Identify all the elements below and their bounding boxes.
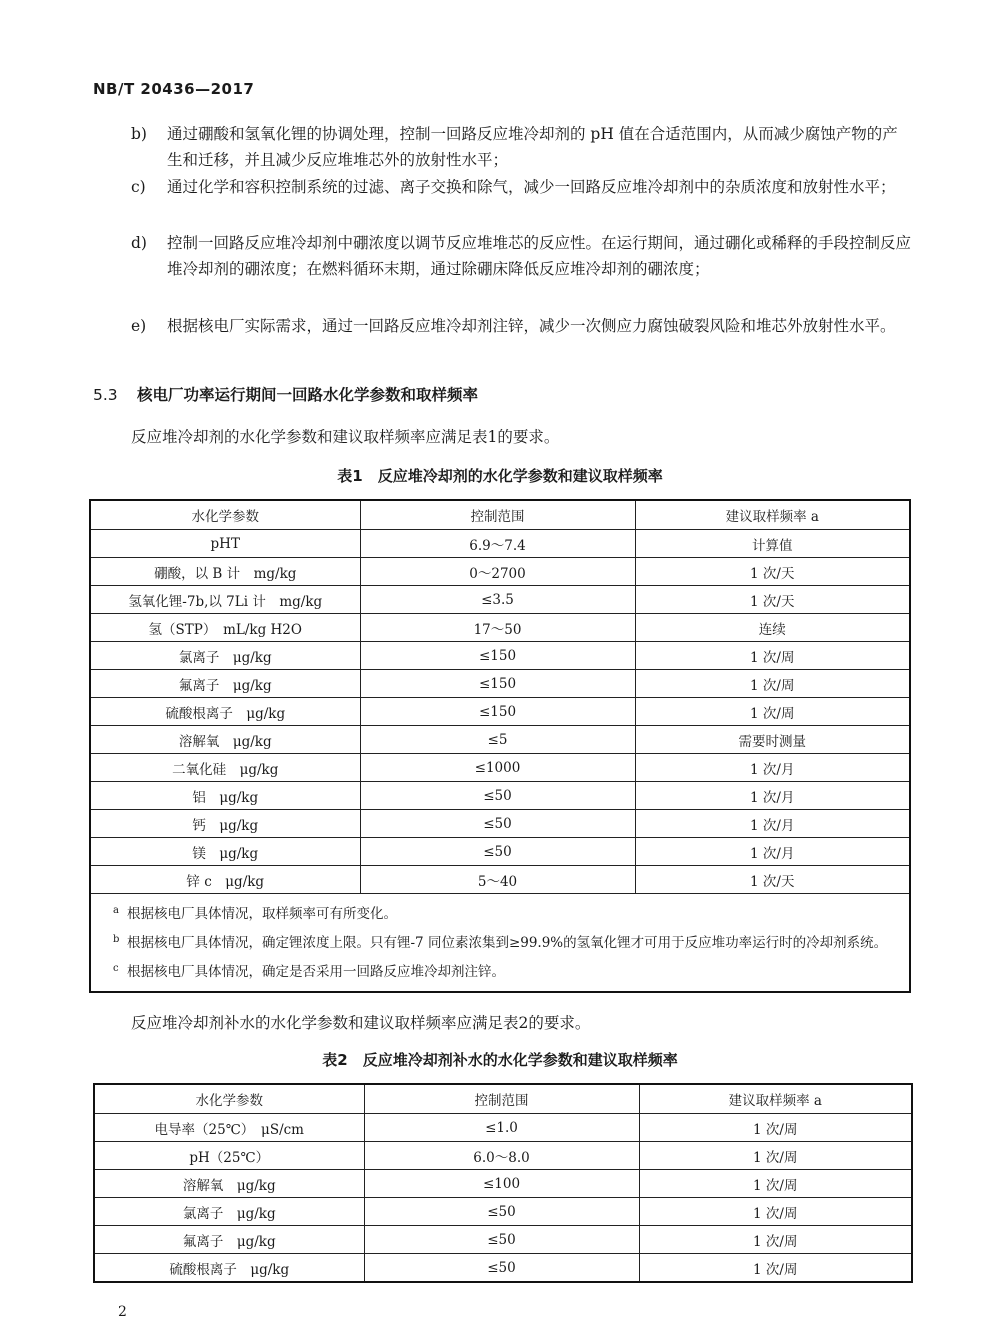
table-cell: 6.0～8.0 [364,1142,639,1170]
table-cell: 1 次/周 [639,1198,912,1226]
column-header: 水化学参数 [90,500,360,530]
page-number: 2 [118,1304,127,1320]
table-row [94,1142,912,1170]
table-cell: 硼酸，以 B 计 mg/kg [90,558,360,586]
table-notes-row [90,894,910,993]
footnote-b [113,929,909,958]
table-row [94,1254,912,1283]
table-cell: 硫酸根离子 μg/kg [90,698,360,726]
table-row [94,1114,912,1142]
footnote-text: 根据核电厂具体情况，取样频率可有所变化。 [127,906,397,922]
table-cell: 镁 μg/kg [90,838,360,866]
table-cell: 1 次/周 [635,698,910,726]
table-header-row [90,500,910,530]
table-cell: 计算值 [635,530,910,558]
table-cell: ≤50 [364,1226,639,1254]
table-cell: ≤1.0 [364,1114,639,1142]
column-header: 建议取样频率 a [639,1084,912,1114]
column-header: 控制范围 [360,500,635,530]
section-title: 核电厂功率运行期间一回路水化学参数和取样频率 [137,386,479,404]
list-item-text: 控制一回路反应堆冷却剂中硼浓度以调节反应堆堆芯的反应性。在运行期间，通过硼化或稀释的手段控制反应堆冷却剂的硼浓度；在燃料循环末期，通过除硼床降低反应堆冷却剂的硼浓度； [167,234,912,278]
table-cell: 5～40 [360,866,635,894]
table-cell: ≤5 [360,726,635,754]
table-header-row [94,1084,912,1114]
table-row [90,810,910,838]
table1 [89,499,911,993]
table-cell: 钙 μg/kg [90,810,360,838]
table-row [94,1170,912,1198]
table-cell: 1 次/周 [639,1142,912,1170]
list-item-text: 通过化学和容积控制系统的过滤、离子交换和除气，减少一回路反应堆冷却剂中的杂质浓度和放射性水平； [167,178,896,196]
table-row [90,530,910,558]
document-number: NB/T 20436—2017 [93,80,255,98]
table-cell: 连续 [635,614,910,642]
list-item-b [131,121,911,173]
list-item-label: d) [131,234,147,252]
table-row [90,642,910,670]
table-cell: 1 次/月 [635,810,910,838]
footnote-text: 根据核电厂具体情况，确定锂浓度上限。只有锂-7 同位素浓集到≥99.9%的氢氧化锂才可用于反应堆功率运行时的冷却剂系统。 [127,935,888,951]
footnote-c [113,958,909,987]
section-heading [93,383,478,405]
table-row [94,1226,912,1254]
table-cell: 1 次/月 [635,838,910,866]
list-item-label: b) [131,125,147,143]
table-row [90,614,910,642]
table-row [90,726,910,754]
table-row [90,866,910,894]
footnote-mark: c [113,963,119,974]
table-cell: 1 次/月 [635,754,910,782]
table-cell: 溶解氧 μg/kg [90,726,360,754]
table-cell: ≤1000 [360,754,635,782]
table-cell: 1 次/周 [635,642,910,670]
list-item-e [131,313,911,339]
column-header: 建议取样频率 a [635,500,910,530]
table-row [90,782,910,810]
table-cell: 1 次/周 [635,670,910,698]
table-cell: 17～50 [360,614,635,642]
table-cell: ≤150 [360,670,635,698]
table-cell: ≤100 [364,1170,639,1198]
list-item-label: e) [131,317,147,335]
intro-paragraph-table1: 反应堆冷却剂的水化学参数和建议取样频率应满足表1的要求。 [131,428,560,446]
table-cell: ≤50 [360,782,635,810]
list-item-text: 通过硼酸和氢氧化锂的协调处理，控制一回路反应堆冷却剂的 pH 值在合适范围内，从而减少腐蚀产物的产生和迁移，并且减少反应堆堆芯外的放射性水平； [167,125,898,169]
table-row [90,698,910,726]
table-row [90,586,910,614]
table-row [90,558,910,586]
list-item-label: c) [131,178,146,196]
table-cell: 氟离子 μg/kg [94,1226,364,1254]
table-cell: 需要时测量 [635,726,910,754]
table-cell: ≤50 [360,810,635,838]
table-cell: 氟离子 μg/kg [90,670,360,698]
table2 [93,1083,913,1283]
list-item-text: 根据核电厂实际需求，通过一回路反应堆冷却剂注锌，减少一次侧应力腐蚀破裂风险和堆芯外放射性水平。 [167,317,896,335]
footnote-mark: b [113,934,120,945]
table-row [94,1198,912,1226]
table-cell: 6.9～7.4 [360,530,635,558]
table-cell: pH（25℃） [94,1142,364,1170]
intro-paragraph-table2: 反应堆冷却剂补水的水化学参数和建议取样频率应满足表2的要求。 [131,1014,591,1032]
table-row [90,754,910,782]
column-header: 水化学参数 [94,1084,364,1114]
table-cell: 溶解氧 μg/kg [94,1170,364,1198]
table-cell: ≤50 [364,1198,639,1226]
table-cell: 氯离子 μg/kg [94,1198,364,1226]
table-cell: ≤50 [364,1254,639,1283]
table-cell: ≤150 [360,642,635,670]
table-cell: ≤150 [360,698,635,726]
table-cell: 1 次/周 [639,1170,912,1198]
table-cell: 1 次/周 [639,1226,912,1254]
footnote-a [113,900,909,929]
table-cell: 氯离子 μg/kg [90,642,360,670]
table-cell: 二氧化硅 μg/kg [90,754,360,782]
table-cell: pHT [90,530,360,558]
table-cell: 1 次/天 [635,558,910,586]
table-cell: ≤50 [360,838,635,866]
table-cell: 1 次/天 [635,866,910,894]
table-cell: 锌 c μg/kg [90,866,360,894]
table-cell: 氢（STP） mL/kg H2O [90,614,360,642]
table-cell: 1 次/周 [639,1114,912,1142]
table-row [90,670,910,698]
table-notes [90,894,910,993]
footnote-mark: a [113,905,119,916]
section-number: 5.3 [93,386,118,404]
table1-caption: 表1 反应堆冷却剂的水化学参数和建议取样频率 [337,467,663,485]
table2-caption: 表2 反应堆冷却剂补水的水化学参数和建议取样频率 [322,1051,678,1069]
footnote-text: 根据核电厂具体情况，确定是否采用一回路反应堆冷却剂注锌。 [127,964,505,980]
table-cell: 电导率（25℃） μS/cm [94,1114,364,1142]
table-cell: 1 次/天 [635,586,910,614]
column-header: 控制范围 [364,1084,639,1114]
table-cell: 0～2700 [360,558,635,586]
list-item-d [131,230,911,282]
table-cell: 硫酸根离子 μg/kg [94,1254,364,1283]
table-cell: ≤3.5 [360,586,635,614]
table-cell: 氢氧化锂-7b,以 7Li 计 mg/kg [90,586,360,614]
table-cell: 1 次/周 [639,1254,912,1283]
list-item-c [131,174,911,200]
table-cell: 铝 μg/kg [90,782,360,810]
table-cell: 1 次/月 [635,782,910,810]
table-row [90,838,910,866]
